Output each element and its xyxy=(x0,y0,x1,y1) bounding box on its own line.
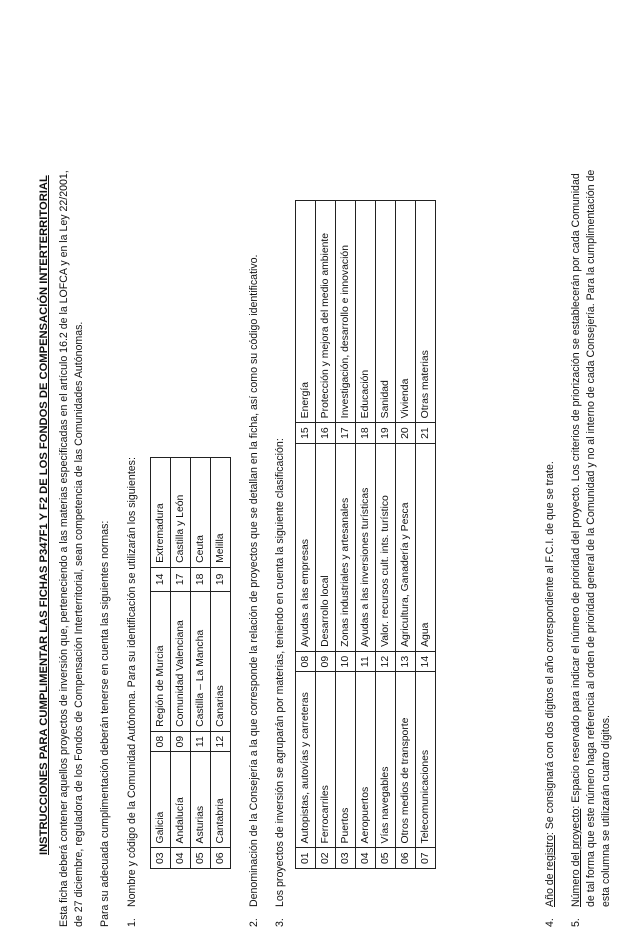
item-3-text: Los proyectos de inversión se agruparán por materias, teniendo en cuenta la siguiente clasificación: xyxy=(274,438,286,907)
matter-row xyxy=(376,201,396,869)
code-cell: 15 xyxy=(296,423,316,444)
item-5-number: 5. xyxy=(570,918,582,927)
code-cell: 12 xyxy=(211,731,231,752)
code-cell: 06 xyxy=(396,848,416,869)
matter-row xyxy=(356,201,376,869)
name-cell: Energía xyxy=(296,201,316,423)
name-cell: Zonas industriales y artesanales xyxy=(336,443,356,651)
matter-row xyxy=(336,201,356,869)
item-4-text: : Se consignará con dos dígitos el año correspondiente al F.C.I. de que se trate. xyxy=(544,461,556,836)
item-5-line-2: de tal forma que este número haga referencia al orden de prioridad general de la Comunidad y no al interno de cada Consejería. Para la cumplimentación de xyxy=(585,169,597,907)
name-cell: Vías navegables xyxy=(376,672,396,848)
item-5-line-1 xyxy=(570,173,583,907)
code-cell: 08 xyxy=(296,651,316,672)
intro-paragraph-line-2: de 27 diciembre, reguladora de los Fondos de Compensación Interterritorial, sean competencia de las Comunidades Autónomas. xyxy=(73,321,85,927)
matter-row xyxy=(296,201,316,869)
name-cell: Desarrollo local xyxy=(316,443,336,651)
code-cell: 19 xyxy=(211,567,231,591)
item-5-text-1: : Espacio reservado para indicar el número de prioridad del proyecto. Los criterios de priorización se establecerán por cada Comunidad xyxy=(570,173,582,809)
name-cell: Asturias xyxy=(191,752,211,848)
matters-table xyxy=(295,200,436,869)
code-cell: 05 xyxy=(191,848,211,869)
code-cell: 02 xyxy=(316,848,336,869)
name-cell: Castilla – La Mancha xyxy=(191,591,211,731)
name-cell: Valor. recursos cult. ints. turístico xyxy=(376,443,396,651)
name-cell: Vivienda xyxy=(396,201,416,423)
code-cell: 06 xyxy=(211,848,231,869)
item-4-label: Año de registro xyxy=(544,835,556,907)
name-cell: Ayudas a las inversiones turísticas xyxy=(356,443,376,651)
code-cell: 14 xyxy=(416,651,436,672)
name-cell: Galicia xyxy=(151,752,171,848)
code-cell: 11 xyxy=(356,651,376,672)
item-1-number: 1. xyxy=(126,918,138,927)
name-cell: Otros medios de transporte xyxy=(396,672,416,848)
name-cell: Educación xyxy=(356,201,376,423)
page-title: INSTRUCCIONES PARA CUMPLIMENTAR LAS FICHAS P347F1 Y F2 DE LOS FONDOS DE COMPENSACIÓN INTERTERRITORIAL xyxy=(38,175,50,855)
code-cell: 03 xyxy=(336,848,356,869)
code-cell: 17 xyxy=(336,423,356,444)
item-4-number: 4. xyxy=(544,918,556,927)
code-cell: 19 xyxy=(376,423,396,444)
code-cell: 01 xyxy=(296,848,316,869)
code-cell: 18 xyxy=(356,423,376,444)
code-cell: 17 xyxy=(171,567,191,591)
name-cell: Melilla xyxy=(211,457,231,567)
region-row xyxy=(211,457,231,868)
name-cell: Extremadura xyxy=(151,457,171,567)
item-2-text: Denominación de la Consejería a la que corresponde la relación de proyectos que se detallan en la ficha, así como su código identificativo. xyxy=(248,254,260,907)
item-4-line xyxy=(544,461,557,907)
name-cell: Castilla y León xyxy=(171,457,191,567)
code-cell: 14 xyxy=(151,567,171,591)
name-cell: Región de Murcia xyxy=(151,591,171,731)
name-cell: Ayudas a las empresas xyxy=(296,443,316,651)
name-cell: Cantabria xyxy=(211,752,231,848)
code-cell: 13 xyxy=(396,651,416,672)
code-cell: 07 xyxy=(416,848,436,869)
name-cell: Agua xyxy=(416,443,436,651)
matter-row xyxy=(396,201,416,869)
code-cell: 09 xyxy=(171,731,191,752)
name-cell: Ferrocarriles xyxy=(316,672,336,848)
code-cell: 12 xyxy=(376,651,396,672)
name-cell: Autopistas, autovías y carreteras xyxy=(296,672,316,848)
code-cell: 10 xyxy=(336,651,356,672)
item-3-number: 3. xyxy=(274,918,286,927)
code-cell: 09 xyxy=(316,651,336,672)
code-cell: 18 xyxy=(191,567,211,591)
name-cell: Puertos xyxy=(336,672,356,848)
matter-row xyxy=(316,201,336,869)
name-cell: Comunidad Valenciana xyxy=(171,591,191,731)
code-cell: 21 xyxy=(416,423,436,444)
code-cell: 04 xyxy=(356,848,376,869)
regions-table xyxy=(150,457,231,869)
name-cell: Protección y mejora del medio ambiente xyxy=(316,201,336,423)
item-5-line-3: esta columna se utilizarán cuatro dígitos. xyxy=(600,715,612,907)
name-cell: Agricultura, Ganadería y Pesca xyxy=(396,443,416,651)
name-cell: Sanidad xyxy=(376,201,396,423)
name-cell: Canarias xyxy=(211,591,231,731)
item-1-text: Nombre y código de la Comunidad Autónoma. Para su identificación se utilizarán los siguientes: xyxy=(126,457,138,907)
name-cell: Otras materias xyxy=(416,201,436,423)
code-cell: 16 xyxy=(316,423,336,444)
name-cell: Investigación, desarrollo e innovación xyxy=(336,201,356,423)
name-cell: Andalucía xyxy=(171,752,191,848)
code-cell: 05 xyxy=(376,848,396,869)
code-cell: 20 xyxy=(396,423,416,444)
region-row xyxy=(171,457,191,868)
norms-intro: Para su adecuada cumplimentación deberán tenerse en cuenta las siguientes normas: xyxy=(99,520,111,927)
code-cell: 04 xyxy=(171,848,191,869)
region-row xyxy=(151,457,171,868)
code-cell: 11 xyxy=(191,731,211,752)
code-cell: 03 xyxy=(151,848,171,869)
name-cell: Telecomunicaciones xyxy=(416,672,436,848)
item-5-label: Número del proyecto xyxy=(570,808,582,907)
code-cell: 08 xyxy=(151,731,171,752)
name-cell: Aeropuertos xyxy=(356,672,376,848)
region-row xyxy=(191,457,211,868)
name-cell: Ceuta xyxy=(191,457,211,567)
matter-row xyxy=(416,201,436,869)
intro-paragraph-line-1: Esta ficha deberá contener aquellos proyectos de inversión que, perteneciendo a las materias especificadas en el artículo 16.2 de la LOFCA y en la Ley 22/2001, xyxy=(58,170,70,927)
item-2-number: 2. xyxy=(248,918,260,927)
